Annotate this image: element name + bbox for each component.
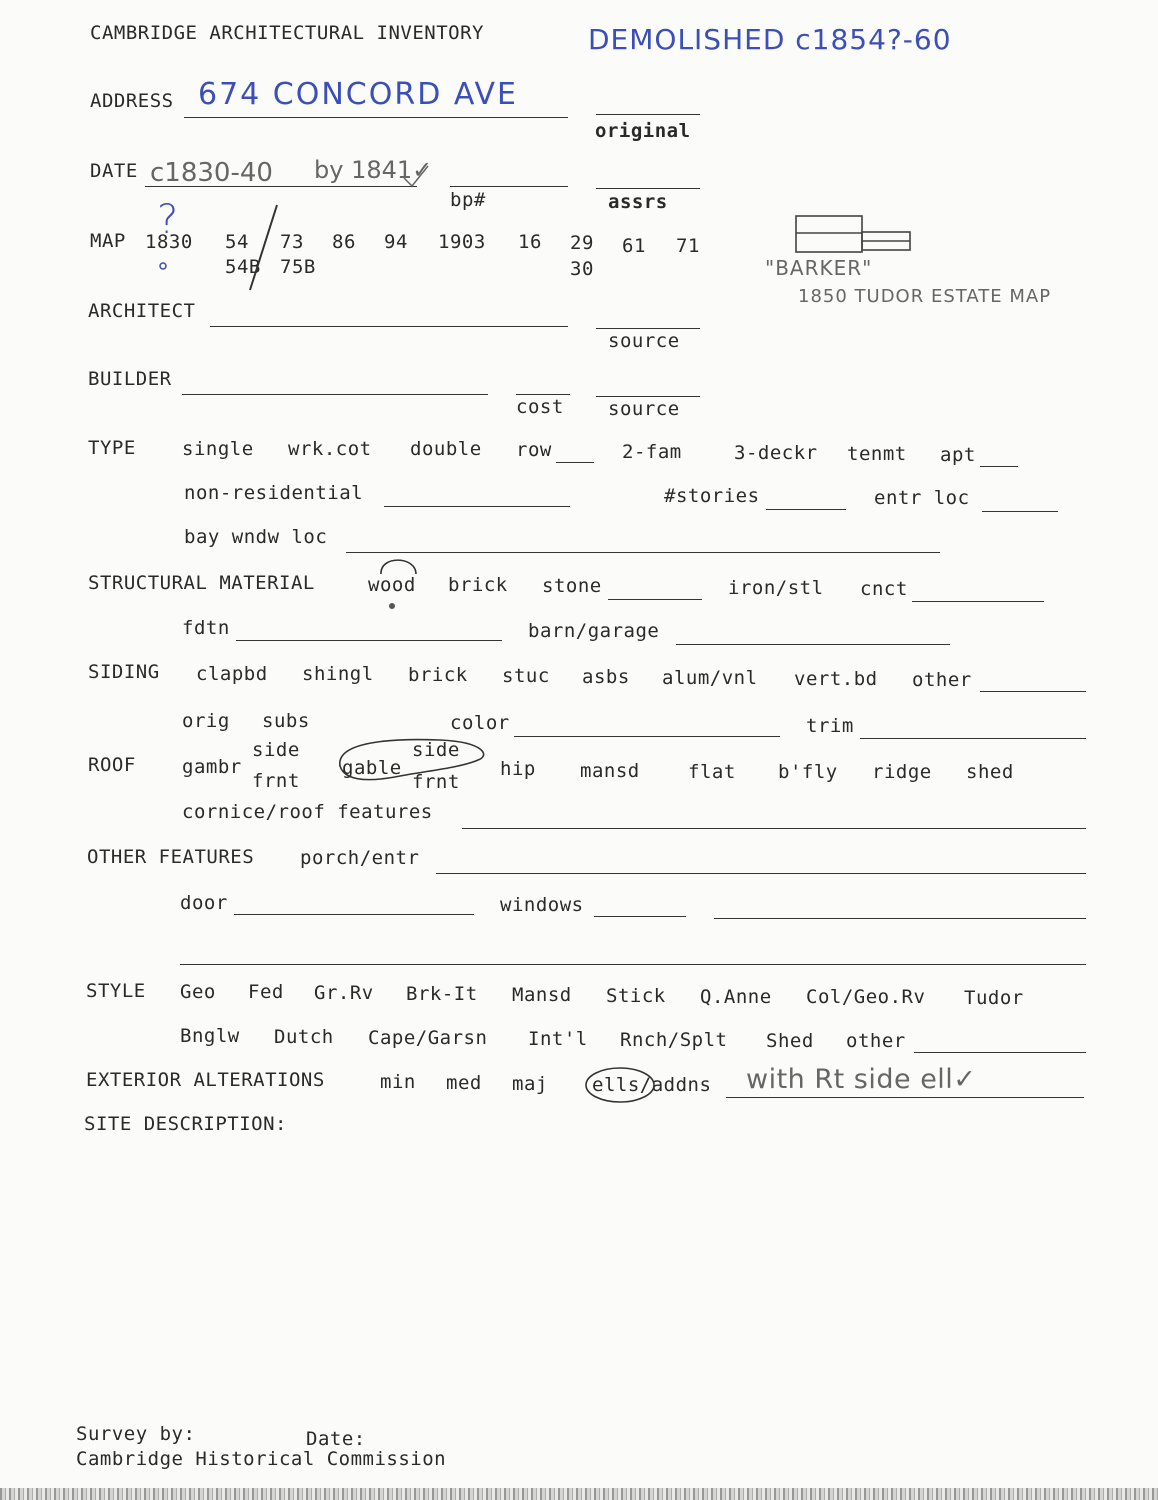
color-line[interactable]	[514, 736, 780, 737]
type-option[interactable]: row	[516, 439, 552, 461]
alteration-option[interactable]: med	[446, 1072, 482, 1094]
style-option[interactable]: Q.Anne	[700, 986, 772, 1008]
style-option[interactable]: Geo	[180, 981, 216, 1003]
siding-option[interactable]: brick	[408, 664, 468, 686]
alteration-option[interactable]: min	[380, 1071, 416, 1093]
style-other-line[interactable]	[914, 1052, 1086, 1053]
address-value: 674 CONCORD AVE	[198, 77, 518, 112]
roof-option[interactable]: flat	[688, 761, 736, 783]
roof-gambrel-front[interactable]: frnt	[252, 770, 300, 792]
other-features-line[interactable]	[180, 964, 1086, 965]
original-label: original	[595, 120, 691, 142]
map-question-mark: ?	[157, 197, 179, 243]
trim-label: trim	[806, 715, 854, 737]
roof-gambrel[interactable]: gambr	[182, 756, 242, 778]
architect-label: ARCHITECT	[88, 300, 196, 322]
site-description-label: SITE DESCRIPTION:	[84, 1113, 287, 1135]
address-label: ADDRESS	[90, 90, 174, 112]
stone-line[interactable]	[608, 599, 702, 600]
map-year-row2: 30	[570, 258, 594, 280]
map-year: 54	[225, 231, 249, 253]
scan-edge-noise	[0, 1488, 1158, 1500]
structural-option[interactable]: wood	[368, 574, 416, 596]
bp-label: bp#	[450, 189, 486, 211]
style-option[interactable]: Tudor	[964, 987, 1024, 1009]
style-option[interactable]: other	[846, 1030, 906, 1052]
map-year: 16	[518, 231, 542, 253]
alterations-label: EXTERIOR ALTERATIONS	[86, 1069, 325, 1091]
original-line[interactable]	[596, 114, 700, 115]
bay-window-label: bay wndw loc	[184, 526, 328, 548]
style-option[interactable]: Mansd	[512, 984, 572, 1006]
survey-date-label: Date:	[306, 1428, 366, 1450]
roof-label: ROOF	[88, 754, 136, 776]
style-option[interactable]: Stick	[606, 985, 666, 1007]
type-option[interactable]: 3-deckr	[734, 442, 818, 464]
address-line[interactable]	[184, 117, 568, 118]
structural-option[interactable]: stone	[542, 575, 602, 597]
siding-option[interactable]: vert.bd	[794, 668, 878, 690]
style-option[interactable]: Rnch/Splt	[620, 1029, 728, 1051]
builder-cost-line[interactable]	[516, 394, 570, 395]
style-option[interactable]: Gr.Rv	[314, 982, 374, 1004]
date-value: c1830-40	[150, 158, 273, 188]
barn-line[interactable]	[676, 644, 950, 645]
commission-name: Cambridge Historical Commission	[76, 1448, 447, 1470]
type-label: TYPE	[88, 437, 136, 459]
style-option[interactable]: Bnglw	[180, 1025, 240, 1047]
siding-option[interactable]: stuc	[502, 665, 550, 687]
windows-label: windows	[500, 894, 584, 916]
siding-other-line[interactable]	[980, 691, 1086, 692]
cornice-line[interactable]	[462, 828, 1086, 829]
map-year: 1830	[145, 231, 193, 253]
map-year: 1903	[438, 231, 486, 253]
type-option[interactable]: apt	[940, 444, 976, 466]
roof-option[interactable]: shed	[966, 761, 1014, 783]
builder-line[interactable]	[182, 394, 488, 395]
roof-gable-side[interactable]: side	[412, 739, 460, 761]
architect-source-label: source	[608, 330, 680, 352]
builder-source-line[interactable]	[596, 396, 700, 397]
stories-line[interactable]	[766, 509, 846, 510]
structural-label: STRUCTURAL MATERIAL	[88, 572, 315, 594]
map-year: 29	[570, 232, 594, 254]
color-label: color	[450, 712, 510, 734]
cornice-label: cornice/roof features	[182, 801, 433, 823]
builder-label: BUILDER	[88, 368, 172, 390]
alterations-note: with Rt side ell✓	[746, 1064, 977, 1095]
siding-option[interactable]: other	[912, 669, 972, 691]
fdtn-line[interactable]	[236, 640, 502, 641]
map-year: 73	[280, 231, 304, 253]
style-option[interactable]: Cape/Garsn	[368, 1027, 488, 1049]
other-features-label: OTHER FEATURES	[87, 846, 255, 868]
sketch-caption-tudor: 1850 TUDOR ESTATE MAP	[798, 286, 1052, 307]
type-option[interactable]: 2-fam	[622, 441, 682, 463]
porch-line[interactable]	[436, 873, 1086, 874]
ells-addns[interactable]: ells/addns	[592, 1074, 712, 1096]
siding-subs[interactable]: subs	[262, 710, 310, 732]
alterations-line[interactable]	[726, 1097, 1084, 1098]
bay-window-line[interactable]	[346, 552, 940, 553]
builder-source-label: source	[608, 398, 680, 420]
siding-option[interactable]: alum/vnl	[662, 667, 758, 689]
siding-orig[interactable]: orig	[182, 710, 230, 732]
type-option[interactable]: wrk.cot	[288, 438, 372, 460]
form-title: CAMBRIDGE ARCHITECTURAL INVENTORY	[90, 22, 484, 44]
map-year: 61	[622, 235, 646, 257]
date-label: DATE	[90, 160, 138, 182]
roof-option[interactable]: hip	[500, 758, 536, 780]
siding-option[interactable]: shingl	[302, 663, 374, 685]
map-year: 86	[332, 231, 356, 253]
style-option[interactable]: Brk-It	[406, 983, 478, 1005]
siding-label: SIDING	[88, 661, 160, 683]
house-sketch	[796, 216, 910, 252]
map-year: 71	[676, 235, 700, 257]
row-line[interactable]	[556, 462, 594, 463]
roof-gable[interactable]: gable	[342, 757, 402, 779]
trim-line[interactable]	[860, 738, 1086, 739]
alteration-option[interactable]: maj	[512, 1073, 548, 1095]
siding-option[interactable]: clapbd	[196, 663, 268, 685]
map-year-row2: 75B	[280, 256, 316, 278]
windows-line[interactable]	[594, 916, 686, 917]
style-option[interactable]: Int'l	[528, 1028, 588, 1050]
door-label: door	[180, 892, 228, 914]
entr-loc-label: entr loc	[874, 487, 970, 509]
assrs-label: assrs	[608, 191, 668, 213]
non-residential-label: non-residential	[184, 482, 364, 504]
map-year: 94	[384, 231, 408, 253]
non-residential-line[interactable]	[384, 506, 570, 507]
roof-gable-front[interactable]: frnt	[412, 771, 460, 793]
survey-by-label: Survey by:	[76, 1423, 196, 1445]
map-year-row2: 54B	[225, 256, 261, 278]
structural-option[interactable]: cnct	[860, 578, 908, 600]
architect-source-line[interactable]	[596, 328, 700, 329]
assrs-line[interactable]	[596, 188, 700, 189]
apt-line[interactable]	[980, 466, 1018, 467]
siding-option[interactable]: asbs	[582, 666, 630, 688]
style-option[interactable]: Dutch	[274, 1026, 334, 1048]
entr-loc-line[interactable]	[982, 511, 1058, 512]
roof-option[interactable]: mansd	[580, 760, 640, 782]
porch-label: porch/entr	[300, 847, 420, 869]
type-option[interactable]: double	[410, 438, 482, 460]
bp-line[interactable]	[450, 186, 568, 187]
cnct-line[interactable]	[912, 601, 1044, 602]
style-option[interactable]: Shed	[766, 1030, 814, 1052]
style-option[interactable]: Col/Geo.Rv	[806, 986, 926, 1008]
fdtn-label: fdtn	[182, 617, 230, 639]
structural-option[interactable]: iron/stl	[728, 577, 824, 599]
roof-option[interactable]: ridge	[872, 761, 932, 783]
style-option[interactable]: Fed	[248, 981, 284, 1003]
stories-label: #stories	[664, 485, 760, 507]
architect-line[interactable]	[210, 326, 568, 327]
demolished-note: DEMOLISHED c1854?-60	[588, 23, 952, 56]
structural-option[interactable]: brick	[448, 574, 508, 596]
roof-gambrel-side[interactable]: side	[252, 739, 300, 761]
sketch-caption-barker: "BARKER"	[765, 256, 873, 280]
windows-line-2[interactable]	[714, 918, 1086, 919]
barn-label: barn/garage	[528, 620, 660, 642]
type-option[interactable]: tenmt	[847, 443, 907, 465]
roof-option[interactable]: b'fly	[778, 761, 838, 783]
builder-cost-label: cost	[516, 396, 564, 418]
door-line[interactable]	[234, 914, 474, 915]
type-option[interactable]: single	[182, 438, 254, 460]
style-label: STYLE	[86, 980, 146, 1002]
date-note: by 1841✓	[314, 156, 433, 184]
map-label: MAP	[90, 230, 126, 252]
